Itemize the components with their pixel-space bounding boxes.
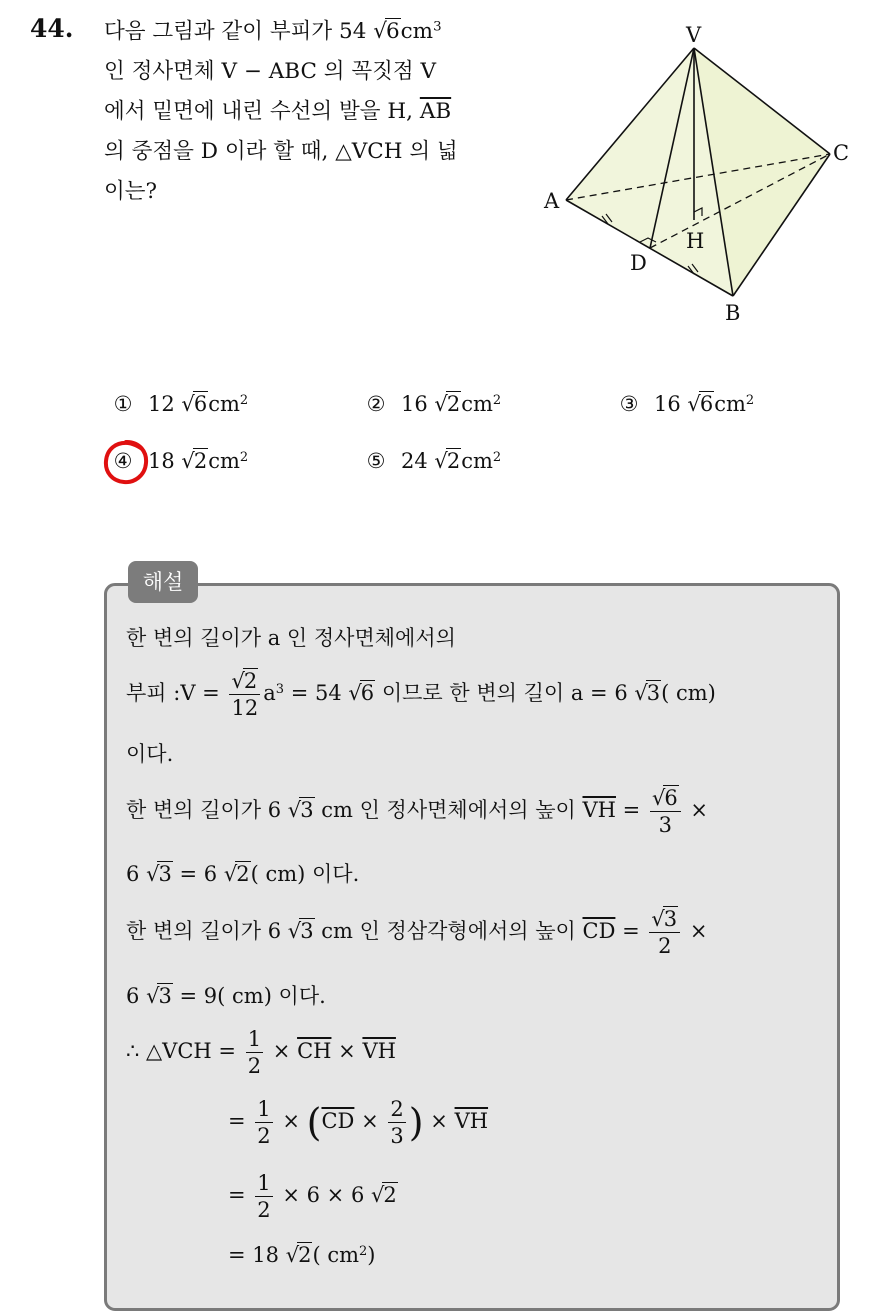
question-line-2: 인 정사면체 V − ABC 의 꼭짓점 V [104,59,437,84]
sqrt: √6 [373,19,400,44]
exp-line-4: 한 변의 길이가 6 √3 cm 인 정사면체에서의 높이 $\overline{VH}$ = $\frac{√6}{3}$ × [126,786,709,837]
option-5[interactable]: ⑤ 24 $√2cm^2$ [366,449,502,473]
explanation-tag: 해설 [128,561,198,603]
segment-ab: $\overline{AB}$ [419,99,452,124]
exp-line-11: = 18 √2( $cm^2$) [228,1243,376,1267]
question-line-3: 에서 밑면에 내린 수선의 발을 H, $\overline{AB}$ [104,99,452,124]
option-4[interactable]: ④ 18 $√2cm^2$ [113,449,249,473]
label-v: V [686,23,702,47]
exp-line-10: = $\frac{1}{2}$ × 6 × 6 √2 [228,1171,397,1222]
option-1[interactable]: ① 12 $√6cm^2$ [113,392,249,416]
label-h: H [686,229,705,253]
exp-line-7: 6 √3 = 9( cm) 이다. [126,984,326,1008]
exp-line-1: 한 변의 길이가 a 인 정사면체에서의 [126,626,456,650]
option-3[interactable]: ③ 16 $√6cm^2$ [619,392,755,416]
label-d: D [630,251,647,275]
exp-line-8: ∴ △VCH = $\frac{1}{2}$ × $\overline{CH} \times \overline{VH}$ [126,1027,396,1078]
label-b: B [725,301,741,325]
label-c: C [833,141,850,165]
question-number: 44. [30,14,74,43]
question-line-4: 의 중점을 D 이라 할 때, △VCH 의 넓 [104,139,458,164]
exp-line-2: 부피 :V = $\frac{√2}{12}$ $a^3 = 54$ √6 이므로 한 변의 길이 a = 6 √3( cm) [126,669,716,720]
exp-line-9: = $\frac{1}{2}$ × ($\overline{CD}$ × $\frac{2}{3}$ ) × $\overline{VH}$ [228,1097,489,1148]
question-text [104,12,524,212]
exp-line-5: 6 √3 = 6 √2( cm) 이다. [126,862,360,886]
question-line-1: 다음 그림과 같이 부피가 54 $√6cm^3$ [104,12,524,52]
exp-line-6: 한 변의 길이가 6 √3 cm 인 정삼각형에서의 높이 $\overline{CD}$ = $\frac{√3}{2}$ × [126,907,708,958]
option-2[interactable]: ② 16 $√2cm^2$ [366,392,502,416]
label-a: A [544,189,560,213]
question-line-5: 이는? [104,179,158,204]
tetrahedron-figure [536,18,856,330]
exp-line-3: 이다. [126,742,174,766]
selected-answer-circle [100,436,152,488]
